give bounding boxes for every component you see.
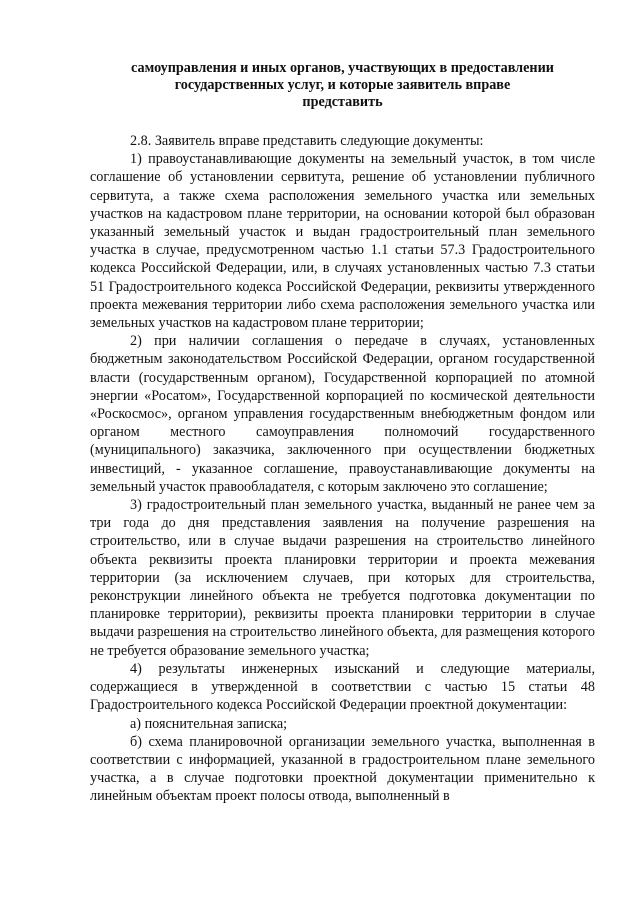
document-page (90, 60, 595, 806)
intro-paragraph: 2.8. Заявитель вправе представить следующие документы: (130, 133, 484, 149)
heading-line-2: государственных услуг, и которые заявитель вправе (174, 77, 511, 93)
item-4b-paragraph: б) схема планировочной организации земельного участка, выполненная в соответствии с информацией, указанной в градостроительном плане земельного участка, а в случае подготовки проектной документации применительно к линейным объектам проект полосы отвода, выполненный в (90, 733, 595, 805)
document-body (90, 132, 595, 806)
heading-line-3: представить (302, 94, 383, 110)
item-4a-paragraph: а) пояснительная записка; (130, 715, 288, 732)
item-3-paragraph: 3) градостроительный план земельного участка, выданный не ранее чем за три года до дня представления заявления на получение разрешения на строительство, или в случае выдачи разрешения на строительство линейного объекта реквизиты проекта планировки территории и проекта межевания территории (за исключением случаев, при которых для строительства, реконструкции линейного объекта не требуется подготовка документации по планировке территории), реквизиты проекта планировки территории в случае выдачи разрешения на строительство линейного объекта, для размещения которого не требуется образование земельного участка; (90, 497, 595, 659)
section-heading (90, 60, 595, 111)
item-2-paragraph: 2) при наличии соглашения о передаче в случаях, установленных бюджетным законодательством Российской Федерации, органом государственной власти (государственным органом), Государственной корпорацией по атомной энергии «Росатом», Государственной корпорацией по космической деятельности «Роскосмос», органом управления государственным внебюджетным фондом или органом местного самоуправления полномочий государственного (муниципального) заказчика, заключенного при осуществлении бюджетных инвестиций, - указанное соглашение, правоустанавливающие документы на земельный участок правообладателя, с которым заключено это соглашение; (90, 333, 595, 495)
heading-line-1: самоуправления и иных органов, участвующих в предоставлении (131, 60, 554, 76)
item-4-paragraph: 4) результаты инженерных изысканий и следующие материалы, содержащиеся в утвержденной в соответствии с частью 15 статьи 48 Градостроительного кодекса Российской Федерации проектной документации: (90, 660, 595, 714)
item-1-paragraph: 1) правоустанавливающие документы на земельный участок, в том числе соглашение об установлении сервитута, решение об установлении публичного сервитута, а также схема расположения земельного участка или земельных участков на кадастровом плане территории, на основании которой был образован указанный земельный участок и выдан градостроительный план земельного участка в случае, предусмотренном частью 1.1 статьи 57.3 Градостроительного кодекса Российской Федерации, или, в случаях установленных частью 7.3 статьи 51 Градостроительного кодекса Российской Федерации, реквизиты утвержденного проекта межевания территории либо схема расположения земельного участка или земельных участков на кадастровом плане территории; (90, 151, 595, 332)
